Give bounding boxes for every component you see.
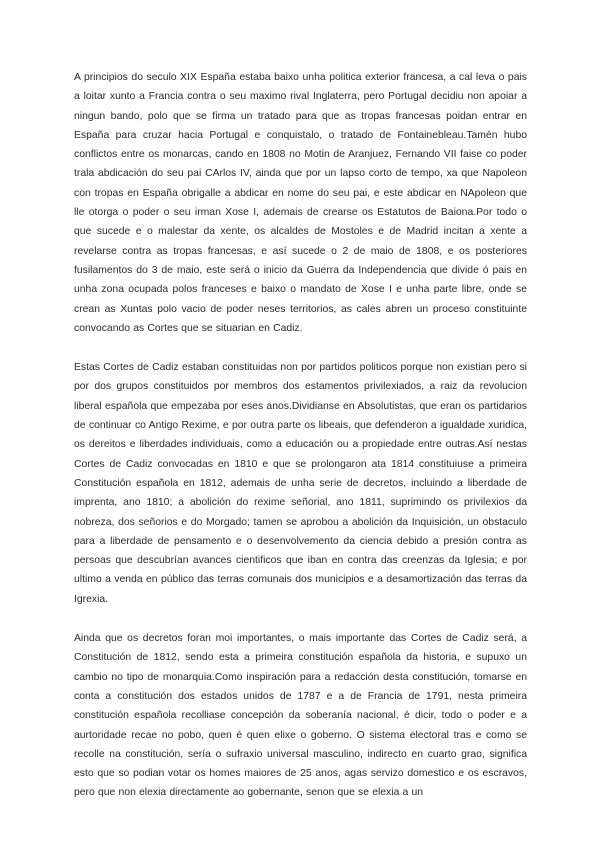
paragraph-3: Ainda que os decretos foran moi importantes, o mais importante das Cortes de Cadiz será, a Constitución de 1812, sendo esta a primeira constitución española da historia, e supuxo un cambio no tipo de monarquia.Como inspiración para a redacción desta constitución, tomarse en conta a constitución dos estados unidos de 1787 e a de Francia de 1791, nesta primeira constitución española recolliase concepción da soberanía nacional, é dicir, todo o poder e a aurtoridade recae no pobo, quen é quen elixe o goberno. O sistema electoral tras e como se recolle na constitución, sería o sufraxio universal masculino, indirecto en cuarto grao, significa esto que so podian votar os homes maiores de 25 anos, agas servizo domestico e os escravos, pero que non elexia directamente ao gobernante, senon que se elexia a un <box>74 633 527 799</box>
document-body <box>74 68 527 823</box>
paragraph-1: A principios do seculo XIX España estaba baixo unha politica exterior francesa, a cal leva o pais a loitar xunto a Francia contra o seu maximo rival Inglaterra, pero Portugal decidiu non apoiar a ningun bando, polo que se firma un tratado para que as tropas francesas poidan entrar en España para cruzar hacia Portugal e conquistalo, o tratado de Fontainebleau.Tamén hubo conflictos entre os monarcas, cando en 1808 no Motin de Aranjuez, Fernando VII faise co poder trala abdicación do seu pai CArlos IV, ainda que por un lapso corto de tempo, xa que Napoleon con tropas en España obrigalle a abdicar en nome do seu pai, e este abdicar en NApoleon que lle otorga o poder o seu irman Xose I, ademais de crearse os Estatutos de Baiona.Por todo o que sucede e o malestar da xente, os alcaldes de Mostoles e de Madrid incitan a xente a revelarse contra as tropas francesas, e así sucede o 2 de maio de 1808, e os posteriores fusilamentos do 3 de maio, este será o inicio da Guerra da Independencia que divide ó pais en unha zona ocupada polos franceses e baixo o mandato de Xose I e unha parte libre, onde se crean as Xuntas polo vacio de poder neses territorios, as cales abren un proceso constituinte convocando as Cortes que se situarian en Cadiz. <box>74 72 527 334</box>
paragraph-2: Estas Cortes de Cadiz estaban constituidas non por partidos politicos porque non existian pero si por dos grupos constituidos por membros dos estamentos privilexiados, a raiz da revolucion liberal española que empezaba por eses anos.Dividianse en Absolutistas, que eran os partidarios de continuar co Antigo Rexime, e por outra parte os libeais, que defenderon a igualdade xuridica, os dereitos e liberdades individuais, como a educación ou a propiedade entre outras.Así nestas Cortes de Cadiz convocadas en 1810 e que se prolongaron ata 1814 constituiuse a primeira Constitución española en 1812, ademais de unha serie de decretos, incluindo a liberdade de imprenta, ano 1810; a abolición do rexime señorial, ano 1811, suprimindo os privilexios da nobreza, dos señorios e do Morgado; tamen se aprobou a abolición da Inquisición, un obstaculo para a liberdade de pensamento e o desenvolvemento da ciencia debido a presión contra as persoas que descubrían avances cientificos que iban en contra das creenzas da Iglesia; e por ultimo a venda en público das terras comunais dos municipios e a desamortización das terras da Igrexia. <box>74 362 527 605</box>
